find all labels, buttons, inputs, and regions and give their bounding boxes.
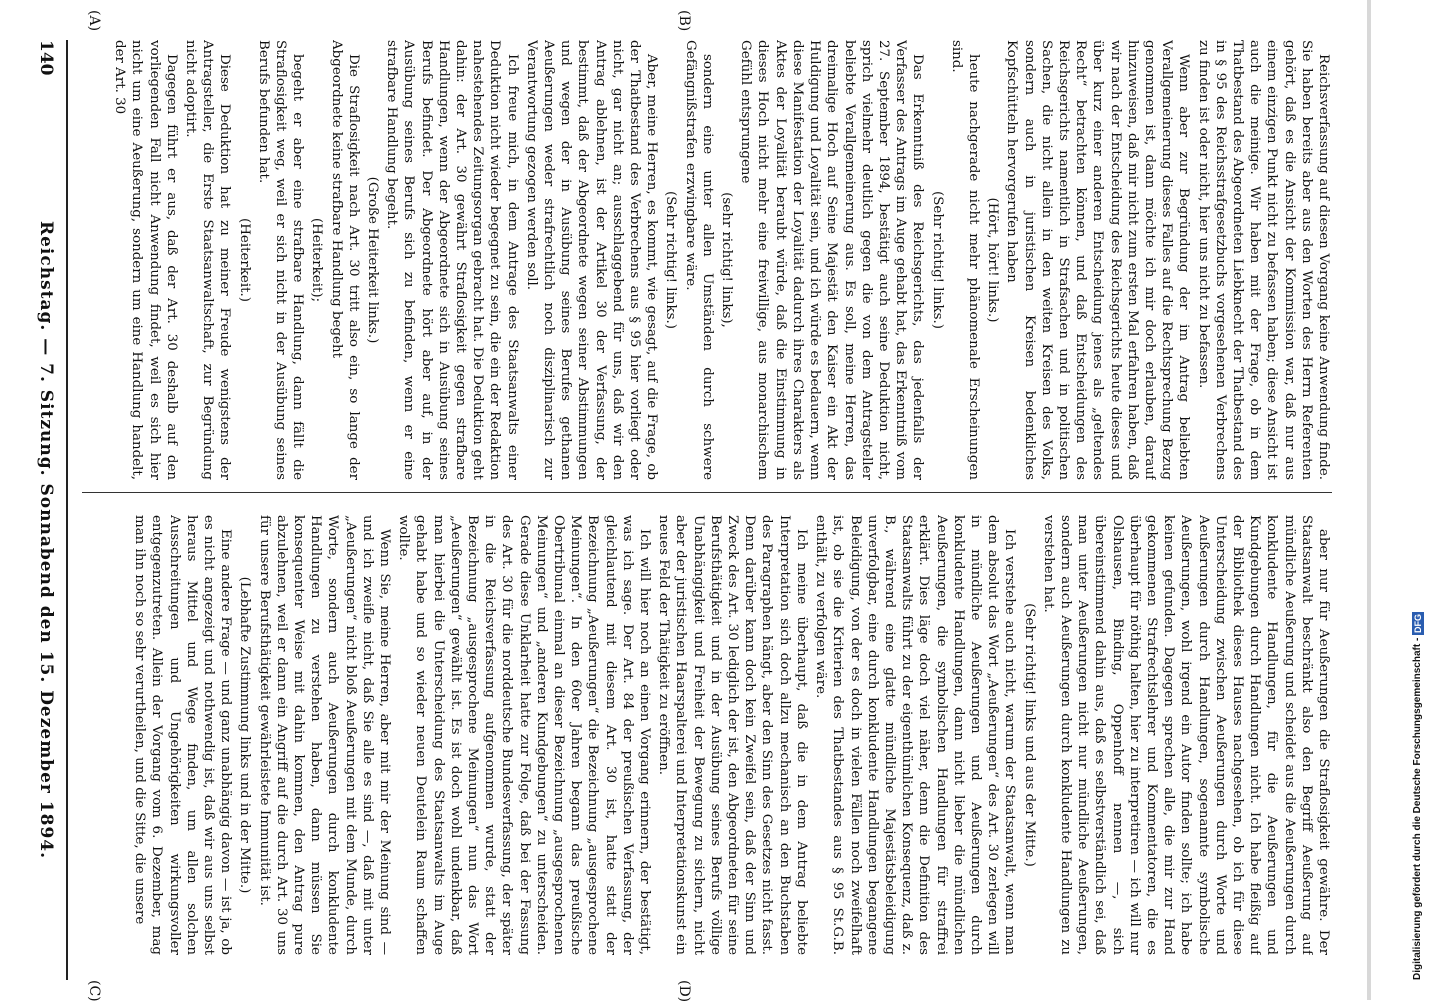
paragraph: Die Straflosigkeit nach Art. 30 tritt also ein, so lange der Abgeordnete keine strafbare Handlung begeht [328,40,361,480]
margin-mark-b: (B) [676,10,692,32]
paragraph: Wenn Sie, meine Herren, aber mit mir der Meinung sind — und ich zweifle nicht, daß Sie alle es sind —, daß mit unter „Aeußerungen“ nicht bloß Aeußerungen mit dem Munde, durch Worte, sondern auch Aeußerungen durch konkludente Handlungen zu verstehen haben, dann müssen Sie konsequenter Weise mit dahin kommen, den Antrag pure abzulehnen, weil er dann ein Angriff auf die durch Art. 30 uns für unsere Berufsthätigkeit gewährleistete Immunität ist. [256,515,393,955]
paragraph: Ich will hier noch an einen Vorgang erinnern, der bestätigt, was ich sage. Der Art. 84 der preußischen Verfassung, der gleichlautend mit diesem Art. 30 ist, hatte statt der Bezeichnung „Aeußerungen“ die Bezeichnung „ausgesprochene Meinungen“. In den 60er Jahren begann das preußische Obertribunal einmal an dieser Bezeichnung „ausgesprochenen Meinungen“ und „anderen Kundgebungen“ zu unterscheiden. Gerade diese Unklarheit hatte zur Folge, daß bei der Fassung des Art. 30 für die norddeutsche Bundesverfassung, der später in die Reichsverfassung aufgenommen wurde, statt der Bezeichnung „ausgesprochene Meinungen“ nun das Wort „Aeußerungen“ gewählt ist. Es ist doch wohl undenkbar, daß man hierbei die Unterscheidung des Staatsanwalts im Auge gehabt habe und so wieder neuen Deutelein Raum schaffen wollte. [396,515,653,955]
column-divider [82,492,1332,493]
paragraph: (Hört, hört! links.) [985,197,1001,323]
paragraph: Reichsverfassung auf diesen Vorgang keine Anwendung finde. Sie haben bereits aber aus den Worten des Herrn Referenten gehört, daß es die Ansicht der Kommission war, daß nur aus einem einzigen Punkt nicht zu befassen haben; diese Ansicht ist auch die meinige. Wir haben mit der Frage, ob in dem Thatbestand des Abgeordneten Liebknecht der Thatbestand des in § 95 des Reichsstrafgesetzbuchs vorgesehenen Verbrechens zu finden ist oder nicht, hier uns nicht zu befassen. [1195,40,1331,480]
paragraph: aber nur für Aeußerungen die Straflosigkeit gewähre. Der Staatsanwalt beschränkt also den Begriff Aeußerung auf mündliche Aeußerung und scheidet aus die Aeußerungen durch konkludente Handlungen, für die Aeußerungen und Kundgebungen durch Handlungen nicht. Ich habe fleißig auf der Bibliothek dieses Hauses nachgesehen, ob ich für diese Unterscheidung zwischen Aeußerungen durch Worte und Aeußerungen durch Handlungen, sogenannte symbolische Aeußerungen, wohl irgend ein Autor finden sollte; ich habe keinen gefunden. Dagegen sprechen alle, die mir zur Hand gekommenen Strafrechtslehrer und Kommentatoren, die es überhaupt für nöthig halten, hier zu interpretiren — ich will nur Olshausen, Binding, Oppenhoff nennen —, sich übereinstimmend dahin aus, daß es selbstverständlich sei, daß man unter Aeußerungen nicht nur mündliche Aeußerungen, sondern auch Aeußerungen durch konkludente Handlungen zu verstehen hat. [1040,515,1331,955]
watermark-text: Digitalisierung gefördert durch die Deutsche Forschungsgemeinschaft - [1412,637,1423,980]
paragraph: (Sehr richtig! links.) [663,191,679,329]
margin-mark-d: (D) [676,980,692,1002]
paragraph: (Sehr richtig! links und aus der Mitte.) [1021,603,1037,867]
paragraph: (sehr richtig! links), [719,192,735,328]
paragraph: Aber, meine Herren, es kommt, wie gesagt, auf die Frage, ob der Thatbestand des Verbrechens aus § 95 hier vorliegt oder nicht, gar nicht an; ausschlaggebend für uns, daß wir den Antrag ablehnen, ist der Artikel 30 der Verfassung, der bestimmt, daß der Abgeordnete wegen seiner Abstimmungen und wegen der in Ausübung seines Berufes gethanen Aeußerungen weder strafrechtlich noch disziplinarisch zur Verantwortung gezogen werden soll. [523,40,660,480]
paragraph: Dagegen führt er aus, daß der Art. 30 deshalb auf den vorliegenden Fall nicht Anwendung findet, weil es sich hier nicht um eine Aeußerung, sondern um eine Handlung handelt, der Art. 30 [112,40,179,480]
margin-mark-c: (C) [86,980,102,1002]
paragraph: Ich freue mich, in dem Antrage des Staatsanwalts einer Deduktion nicht wieder begegnet zu sein, die ein der Redaktion nahestehendes Zeitungsorgan gebracht hat. Die Deduktion geht dahin: der Art. 30 gewährt Straflosigkeit gegen strafbare Handlungen, wenn der Abgeordnete sich in Ausübung seines Berufs befindet. Der Abgeordnete hört aber auf, in der Ausübung seines Berufs sich zu befinden, wenn er eine strafbare Handlung begeht. [384,40,520,480]
margin-mark-a: (A) [86,10,102,32]
paragraph: sondern eine unter allen Umständen durch schwere Gefängnißstrafen erzwingbare wäre. [682,40,715,480]
paragraph: Eine andere Frage — und ganz unabhängig davon — ist ja, ob es nicht angezeigt und nothwendig ist, daß wir aus uns selbst heraus Mittel und Wege finden, um allen solchen Ausschreitungen und Ungehörigkeiten wirkungsvoller entgegenzutreten. Allein der Vorgang vom 6. Dezember, mag man ihn noch so sehr verurtheilen, und die Sitte, die unsere [132,515,234,955]
header-rule [66,40,68,980]
paragraph: (Heiterkeit); [309,217,325,303]
paragraph: begeht er aber eine strafbare Handlung, dann fällt die Straflosigkeit weg, weil er sich nicht in der Ausübung seines Berufs befunden hat. [255,40,306,480]
page-number: 140 [36,40,56,76]
page-header [32,40,60,980]
left-text-column [82,40,1332,480]
digitization-watermark [1412,40,1430,980]
paragraph: Das Erkenntniß des Reichsgerichts, das jedenfalls der Verfasser des Antrags im Auge gehabt hat, das Erkenntniß vom 27. September 1894, bestätigt auch seine Deduktion nicht, sprich vielmehr deutlich gegen die von dem Antragsteller beliebte Verallgemeinerung aus. Es soll, meine Herren, das dreimalige Hoch auf Seine Majestät den Kaiser ein Akt der Huldigung und Loyalität sein, und ich würde es bedauern, wenn diese Manifestation der Loyalität dadurch ihres Charakters als Aktes der Loyalität beraubt würde, daß die Einstimmung in dieses Hoch nicht mehr eine freiwillige, aus monarchischem Gefühl entsprungene [738,40,926,480]
paragraph: Wenn aber zur Begründung der im Antrag beliebten Verallgemeinerung dieses Falles auf die Rechtsprechung Bezug genommen ist, dann möchte ich mir doch erlauben, darauf hinzuweisen, daß mir nicht zum ersten Mal erfahren haben, daß wir nach der Entscheidung des Reichsgerichts heute dieses und über kurz einer anderen Entscheidung jenes als „geltendes Recht“ betrachten können, und daß Entscheidungen des Reichsgerichts namentlich in Strafsachen und in politischen Sachen, die nicht allein in den weiten Kreisen des Volks, sondern auch in juristischen Kreisen bedenkliches Kopfschütteln hervorgerufen haben [1004,40,1192,480]
paragraph: Ich meine überhaupt, daß die in dem Antrag beliebte Interpretation sich doch allzu mechanisch an den Buchstaben des Paragraphen hängt, aber den Sinn des Gesetzes nicht fasst. Denn darüber kann doch kein Zweifel sein, daß der Sinn und Zweck des Art. 30 lediglich der ist, den Abgeordneten für seine Berufsthätigkeit und in der Ausübung seines Berufs völlige Unabhängigkeit und Freiheit der Bewegung zu sichern, nicht aber der juristischen Haarspalterei und Interpretationskunst ein neues Feld der Thätigkeit zu eröffnen. [656,515,809,955]
right-text-column [82,515,1332,955]
page-title: Reichstag. — 7. Sitzung. Sonnabend den 15. Dezember 1894. [36,220,56,860]
paragraph: Ich verstehe auch nicht, warum der Staatsanwalt, wenn man dem absolut das Wort „Aeußerungen“ des Art. 30 zerlegen will in mündliche Aeußerungen und Aeußerungen durch konkludente Handlungen, dann nicht lieber die mündlichen Aeußerungen, die symbolischen Handlungen für straffrei erklärt. Dies läge doch viel näher, denn die Definition des Staatsanwalts führt zu der eigenthümlichen Konsequenz, daß z. B., während eine glatte mündliche Majestätsbeleidigung unverfolgbar, eine durch konkludente Handlungen begangene Beleidigung, von der es doch in vielen Fällen noch zweifelhaft ist, ob sie die Kriterien des Thatbestandes aus § 95 St.G.B. enthält, zu verfolgen wäre. [813,515,1018,955]
paragraph: heute nachgerade nicht mehr phänomenale Erscheinungen sind. [948,40,981,480]
dfg-logo: DFG [1413,613,1423,633]
paragraph: (Große Heiterkeit links.) [365,176,381,344]
paragraph: Diese Deduktion hat zu meiner Freude wenigstens der Antragsteller, die Erste Staatsanwaltschaft, zur Begründung nicht adoptirt. [183,40,233,480]
paragraph: (Heiterkeit.) [236,218,252,302]
paragraph: (Sehr richtig! links.) [929,191,945,329]
paragraph: (Lebhafte Zustimmung links und in der Mitte.) [237,576,253,894]
